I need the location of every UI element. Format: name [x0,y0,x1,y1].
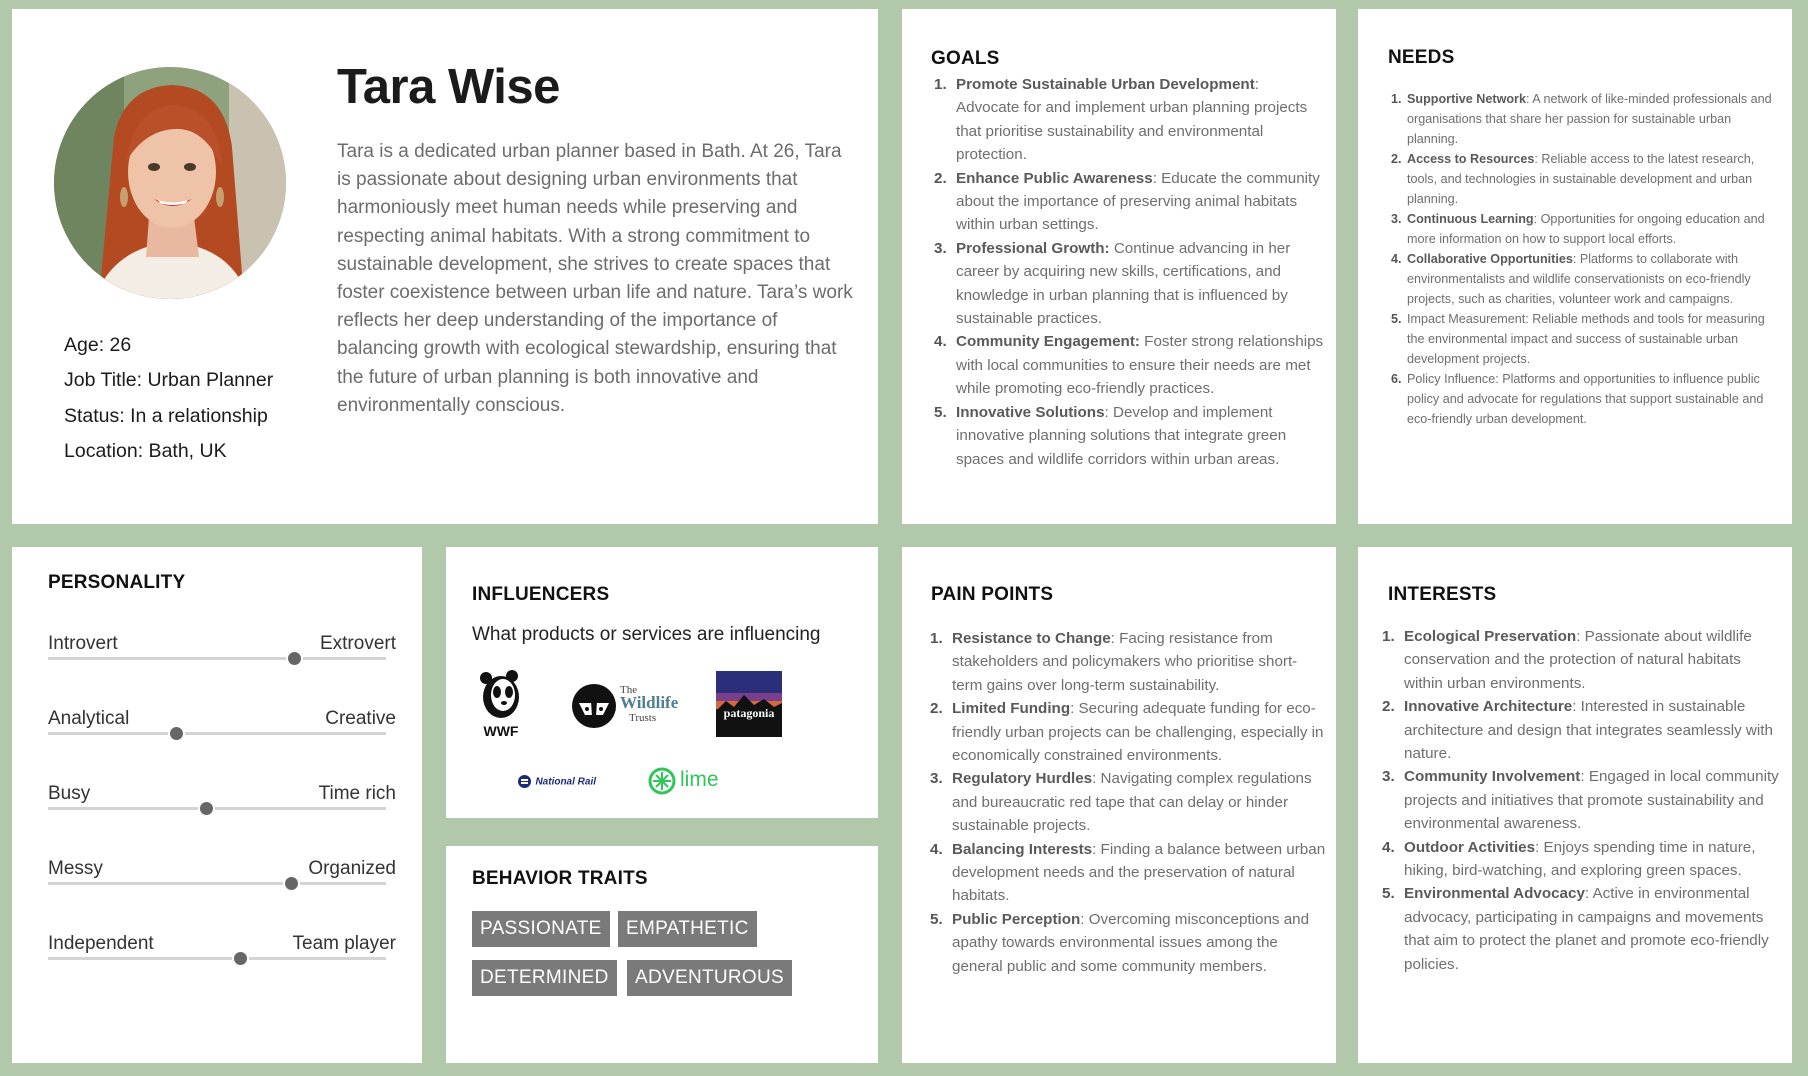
pain-points-heading: PAIN POINTS [931,584,1054,605]
slider-right-label: Team player [292,933,396,954]
item-number: 5. [934,403,947,421]
slider-track [48,807,386,810]
interest-item [1382,882,1782,976]
wildlife-main: Wildlife [620,693,679,712]
item-body [1407,369,1776,429]
slider-track [48,957,386,960]
patagonia-wordmark: patagonia [723,706,775,720]
item-body [1407,89,1776,149]
behavior-traits-card [446,846,878,1063]
item-number: 4. [1391,252,1402,266]
item-text: : Securing adequate funding for eco-friendly urban projects can be challenging, especially in economically constrained environments. [952,700,1324,765]
item-number: 1. [930,630,943,647]
item-body [956,330,1324,400]
influencers-heading: INFLUENCERS [472,584,610,605]
personality-slider [48,783,396,823]
item-title: Ecological Preservation [1404,628,1577,645]
item-body [952,697,1326,767]
interests-heading: INTERESTS [1388,584,1497,605]
item-body [1407,249,1776,309]
item-text: : Overcoming misconceptions and apathy towards environmental issues among the general public and some community members. [952,910,1310,975]
persona-facts [64,334,273,475]
item-number: 5. [930,910,943,928]
item-text: : Finding a balance between urban development needs and the preservation of natural habitats. [952,840,1326,905]
item-title: Environmental Advocacy [1404,885,1585,903]
slider-left-label: Messy [48,858,103,879]
national-rail-wordmark: National Rail [535,776,597,788]
item-number: 2. [1391,152,1402,166]
personality-heading: PERSONALITY [48,572,186,593]
avatar [54,67,286,299]
slider-right-label: Time rich [318,783,396,804]
item-text: : Platforms to collaborate with environmentalists and wildlife conservationists on eco-friendly projects, such as charities, volunteer work and campaigns. [1407,252,1751,306]
item-title: Enhance Public Awareness [956,169,1153,187]
item-text: : A network of like-minded professionals and organisations that share her passion for sustainable urban planning. [1407,92,1772,146]
pain-point-item [930,627,1326,697]
item-body [956,167,1324,237]
location: Location: Bath, UK [64,439,227,462]
persona-bio: Tara is a dedicated urban planner based in Bath. At 26, Tara is passionate about designing urban environments that harmoniously meet human needs while preserving and respecting animal habitats. With a strong commitment to sustainable development, she strives to create spaces that foster coexistence between urban life and nature. Tara’s work reflects her deep understanding of the importance of balancing growth with ecological stewardship, ensuring that the future of urban planning is both innovative and environmentally conscious. [337,141,853,416]
need-item [1391,369,1776,429]
wildlife-trusts-logo [571,683,681,733]
item-number: 3. [930,770,943,788]
interest-item [1382,695,1782,765]
item-body [1404,625,1782,695]
item-body [1404,695,1782,765]
item-text: Impact Measurement: Reliable methods and tools for measuring the environmental impact and success of sustainable urban development projects. [1407,312,1765,366]
item-title: Public Perception [952,910,1081,928]
influencers-card [446,547,878,818]
wwf-wordmark: WWF [483,723,519,739]
lime-icon [648,767,676,795]
interests-list [1382,625,1782,976]
pain-points-card [902,547,1336,1063]
needs-card [1358,9,1792,524]
slider-track [48,657,386,660]
item-title: Professional Growth: [956,239,1110,257]
item-number: 2. [1382,698,1395,716]
item-number: 4. [1382,838,1395,856]
relationship-status: Status: In a relationship [64,404,268,427]
item-title: Outdoor Activities [1404,838,1536,856]
item-text: : Navigating complex regulations and bureaucratic red tape that can delay or hinder sustainable projects. [952,770,1312,835]
age: Age: 26 [64,334,132,356]
interest-item [1382,625,1782,695]
lime-wordmark: lime [680,768,719,791]
wildlife-trusts: Trusts [629,712,657,724]
item-body [956,237,1324,331]
need-item [1391,149,1776,209]
interest-item [1382,765,1782,835]
item-number: 4. [930,840,943,858]
item-title: Community Involvement [1404,768,1581,786]
item-body [1404,765,1782,835]
slider-knob [168,725,185,742]
item-text: : Engaged in local community projects and initiatives that promote sustainability and environmental awareness. [1404,768,1779,833]
item-text: : Opportunities for ongoing education and more information on how to support local efforts. [1407,212,1765,246]
item-number: 2. [934,169,947,187]
item-title: Limited Funding [952,700,1071,718]
item-body [1407,149,1776,209]
pain-point-item [930,908,1326,978]
item-body [1404,882,1782,976]
trait-chip: PASSIONATE [472,911,610,947]
item-title: Resistance to Change [952,630,1111,647]
item-text: Foster strong relationships with local communities to ensure their needs are met while promoting eco-friendly practices. [956,333,1324,398]
item-title: Regulatory Hurdles [952,770,1093,788]
national-rail-logo [518,773,608,789]
wildlife-the: The [620,684,638,696]
trait-chip: ADVENTUROUS [627,960,792,996]
item-title: Innovative Solutions [956,403,1105,421]
slider-left-label: Analytical [48,708,130,729]
slider-right-label: Organized [308,858,396,879]
pain-point-item [930,838,1326,908]
personality-slider [48,858,396,898]
item-body [952,908,1326,978]
need-item [1391,209,1776,249]
item-number: 3. [934,239,947,257]
personality-slider [48,933,396,973]
slider-knob [283,875,300,892]
item-number: 3. [1391,212,1402,226]
item-body [1407,209,1776,249]
item-text: : Interested in sustainable architecture and design that integrates seamlessly with nature. [1404,698,1773,763]
slider-right-label: Extrovert [319,633,396,654]
need-item [1391,309,1776,369]
goals-heading: GOALS [931,48,1000,69]
item-title: Promote Sustainable Urban Development [956,76,1255,93]
personality-slider [48,633,396,673]
item-title: Collaborative Opportunities [1407,252,1573,266]
item-number: 1. [934,76,947,93]
needs-heading: NEEDS [1388,47,1455,68]
item-text: : Passionate about wildlife conservation and the protection of natural habitats within urban environments. [1404,628,1752,692]
goals-list [934,73,1324,471]
item-number: 5. [1391,312,1402,326]
slider-left-label: Introvert [48,633,118,654]
item-number: 4. [934,333,947,351]
item-body [952,627,1326,697]
item-number: 3. [1382,768,1395,786]
slider-knob [198,800,215,817]
trait-chip: EMPATHETIC [618,911,757,947]
item-body [1407,309,1776,369]
item-text: : Active in environmental advocacy, participating in campaigns and movements that aim to protect the planet and promote eco-friendly policies. [1404,885,1769,973]
needs-list [1391,89,1776,429]
pain-points-list [930,627,1326,978]
persona-name: Tara Wise [337,60,560,114]
item-body [952,838,1326,908]
pain-point-item [930,697,1326,767]
profile-card [12,9,878,524]
item-title: Access to Resources [1407,152,1535,166]
goal-item [934,401,1324,471]
behavior-traits-heading: BEHAVIOR TRAITS [472,868,648,889]
item-text: : Facing resistance from stakeholders and policymakers who prioritise short-term gains over long-term sustainability. [952,630,1298,694]
item-text: : Advocate for and implement urban planning projects that prioritise sustainability and environmental protection. [956,76,1308,164]
personality-slider [48,708,396,748]
slider-track [48,732,386,735]
goal-item [934,330,1324,400]
item-body [952,767,1326,837]
wwf-logo [476,670,526,740]
national-rail-icon [518,775,531,788]
influencers-subtitle: What products or services are influencing [472,624,821,645]
slider-knob [232,950,249,967]
slider-left-label: Independent [48,933,154,954]
item-body [1404,836,1782,883]
goal-item [934,73,1324,167]
item-text: : Develop and implement innovative planning solutions that integrate green spaces and wildlife corridors within urban areas. [956,403,1287,468]
item-title: Community Engagement: [956,333,1140,351]
job-title: Job Title: Urban Planner [64,369,274,392]
item-body [956,73,1324,167]
slider-knob [286,650,303,667]
patagonia-logo [716,671,782,737]
slider-left-label: Busy [48,783,91,804]
item-text: : Educate the community about the importance of preserving animal habitats within urban settings. [956,169,1320,234]
interests-card [1358,547,1792,1063]
goals-card [902,9,1336,524]
item-text: : Enjoys spending time in nature, hiking, bird-watching, and exploring green spaces. [1404,838,1756,880]
item-number: 1. [1391,92,1402,106]
item-number: 5. [1382,885,1395,903]
item-number: 2. [930,700,943,718]
item-text: Policy Influence: Platforms and opportunities to influence public policy and advocate for regulations that support sustainable and eco-friendly urban development. [1407,372,1764,426]
item-body [956,401,1324,471]
personality-card [12,547,422,1063]
goal-item [934,167,1324,237]
item-text: : Reliable access to the latest research, tools, and technologies in sustainable development and urban planning. [1407,152,1755,206]
item-text: Continue advancing in her career by acquiring new skills, certifications, and knowledge in urban planning that is influenced by sustainable practices. [956,239,1291,328]
goal-item [934,237,1324,331]
item-title: Continuous Learning [1407,212,1534,226]
pain-point-item [930,767,1326,837]
trait-chip: DETERMINED [472,960,617,996]
interest-item [1382,836,1782,883]
need-item [1391,89,1776,149]
slider-right-label: Creative [325,708,396,729]
item-title: Supportive Network [1407,92,1526,106]
item-title: Innovative Architecture [1404,698,1573,716]
item-title: Balancing Interests [952,840,1093,858]
item-number: 6. [1391,372,1402,386]
need-item [1391,249,1776,309]
item-number: 1. [1382,628,1395,645]
slider-track [48,882,386,885]
lime-logo [648,767,738,797]
